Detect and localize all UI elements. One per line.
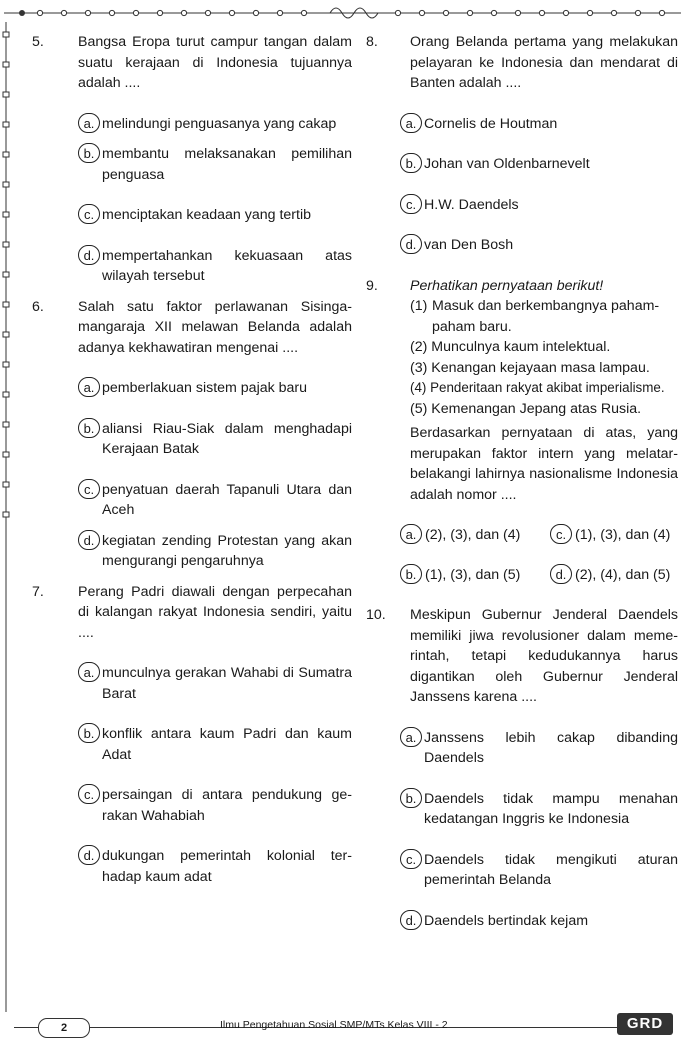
statement-3 [366,358,678,379]
option-text: membantu melaksanakan pemilihan penguasa [102,146,352,183]
option-letter: d. [78,845,100,865]
statement-text: Masuk dan berkembangnya paham-paham baru. [432,298,660,335]
option-letter: c. [78,784,100,804]
statement-2 [366,337,678,358]
book-title: Ilmu Pengetahuan Sosial SMP/MTs Kelas VIII - 2 [220,1019,448,1031]
option-text: dukungan pemerintah kolonial ter-hadap kaum adat [102,848,352,885]
page-number: 2 [38,1018,90,1038]
option-letter: c. [78,204,100,224]
statement-text: Kemenangan Jepang atas Rusia. [431,400,642,417]
question-9-prompt [366,423,678,505]
option-text: van Den Bosh [424,237,514,253]
question-text: Perang Padri diawali dengan perpecahan di kalangan rakyat Indonesia sendiri, yaitu .... [78,583,352,641]
option-text: persaingan di antara pendukung ge-rakan Wahabiah [102,787,352,824]
option-text: (1), (3), dan (4) [575,527,671,543]
option-8d[interactable] [366,235,678,256]
statement-number: (1) [410,298,428,314]
question-number: 8. [366,34,378,50]
option-letter: a. [400,727,422,747]
question-number: 9. [366,277,378,294]
option-9c[interactable] [550,525,670,546]
option-5b[interactable] [32,144,352,185]
question-5 [32,32,352,94]
question-number: 10. [366,607,386,623]
option-text: kegiatan zending Protestan yang akan mengurangi pengaruhnya [102,532,352,569]
statement-number: (3) [410,359,428,376]
option-6a[interactable] [32,378,352,399]
option-letter: d. [400,910,422,930]
statement-text: Penderitaan rakyat akibat imperialisme. [430,380,665,395]
statement-text: Kenangan kejayaan masa lampau. [431,359,650,376]
publisher-logo: GRD [617,1013,673,1035]
option-text: munculnya gerakan Wahabi di Sumatra Barat [102,665,352,702]
option-letter: d. [78,530,100,550]
option-letter: b. [78,723,100,743]
options-row-1 [366,525,678,545]
option-text: melindungi penguasanya yang cakap [102,115,337,132]
option-7b[interactable] [32,724,352,765]
option-letter: d. [400,234,422,254]
option-letter: b. [78,418,100,438]
option-10b[interactable] [366,789,678,830]
question-text: Bangsa Eropa turut campur tangan dalam suatu kerajaan di Indonesia tujuannya adalah .... [78,34,352,91]
option-10c[interactable] [366,850,678,891]
option-8a[interactable] [366,114,678,135]
question-text: Orang Belanda pertama yang melakukan pelayaran ke Indonesia dan mendarat di Banten adalah .... [410,34,678,91]
option-text: pemberlakuan sistem pajak baru [102,380,308,396]
option-letter: c. [550,524,572,544]
option-letter: b. [400,564,422,584]
statement-5 [366,399,678,420]
option-text: H.W. Daendels [424,196,519,213]
option-text: Daendels tidak mampu menahan kedatangan Inggris ke Indonesia [424,790,678,827]
option-10d[interactable] [366,911,678,932]
option-5c[interactable] [32,205,352,226]
option-7c[interactable] [32,785,352,826]
option-9d[interactable] [550,565,670,586]
option-letter: a. [78,377,100,397]
option-text: (2), (3), dan (4) [425,527,521,543]
page-footer [0,1008,685,1038]
question-8 [366,32,678,94]
statement-number: (5) [410,400,428,417]
option-5d[interactable] [32,246,352,287]
option-text: konflik antara kaum Padri dan kaum Adat [102,726,352,763]
option-8b[interactable] [366,154,678,175]
option-text: Daendels tidak mengikuti aturan pemerintah Belanda [424,851,678,888]
left-column [32,32,352,887]
option-text: (2), (4), dan (5) [575,567,671,583]
option-9a[interactable] [400,525,520,546]
option-5a[interactable] [32,114,352,135]
option-letter: a. [400,113,422,133]
option-6c[interactable] [32,480,352,521]
question-intro: Perhatikan pernyataan berikut! [410,277,604,294]
statement-1 [366,296,678,337]
option-text: aliansi Riau-Siak dalam menghadapi Kerajaan Batak [102,420,352,457]
option-7d[interactable] [32,846,352,887]
option-letter: b. [400,153,422,173]
statement-number: (2) [410,339,428,355]
option-7a[interactable] [32,663,352,704]
question-number: 6. [32,298,44,315]
question-number: 5. [32,34,44,50]
question-text: Berdasarkan pernyataan di atas, yang merupakan faktor intern yang melatar-belakangi lahirnya nasionalisme Indonesia adalah nomor .... [410,425,678,503]
question-9 [366,276,678,297]
option-letter: a. [400,524,422,544]
question-number: 7. [32,583,44,600]
option-text: Cornelis de Houtman [424,115,558,132]
option-letter: a. [78,113,100,133]
question-10 [366,605,678,708]
option-10a[interactable] [366,728,678,769]
option-letter: c. [400,849,422,869]
option-letter: d. [78,245,100,265]
option-text: Janssens lebih cakap dibanding Daendels [424,729,678,766]
option-text: (1), (3), dan (5) [425,567,521,583]
statement-number: (4) [410,380,427,395]
option-letter: b. [78,143,100,163]
option-text: menciptakan keadaan yang tertib [102,207,312,223]
statement-4 [366,378,678,399]
option-8c[interactable] [366,195,678,216]
option-text: Daendels bertindak kejam [424,912,589,929]
option-9b[interactable] [400,565,520,586]
option-letter: d. [550,564,572,584]
top-border-ornament [0,0,685,26]
option-letter: c. [78,479,100,499]
option-letter: c. [400,194,422,214]
right-column [366,32,678,931]
question-text: Meskipun Gubernur Jenderal Daendels memiliki jiwa revolusioner dalam meme-rintah, tetapi kedudukannya harus digantikan oleh Gubernur Jenderal Janssens karena .... [410,607,678,705]
question-text: Salah satu faktor perlawanan Sisinga-mangaraja XII melawan Belanda adalah adanya kekhawatiran mengenai .... [78,298,352,356]
option-6b[interactable] [32,419,352,460]
options-row-2 [366,565,678,585]
question-6 [32,297,352,359]
question-7 [32,582,352,644]
option-text: penyatuan daerah Tapanuli Utara dan Aceh [102,481,352,518]
option-text: mempertahankan kekuasaan atas wilayah tersebut [102,247,352,284]
option-letter: b. [400,788,422,808]
binder-edge [0,22,12,1012]
option-text: Johan van Oldenbarnevelt [424,156,590,172]
option-letter: a. [78,662,100,682]
option-6d[interactable] [32,531,352,572]
statement-text: Munculnya kaum intelektual. [431,339,611,355]
